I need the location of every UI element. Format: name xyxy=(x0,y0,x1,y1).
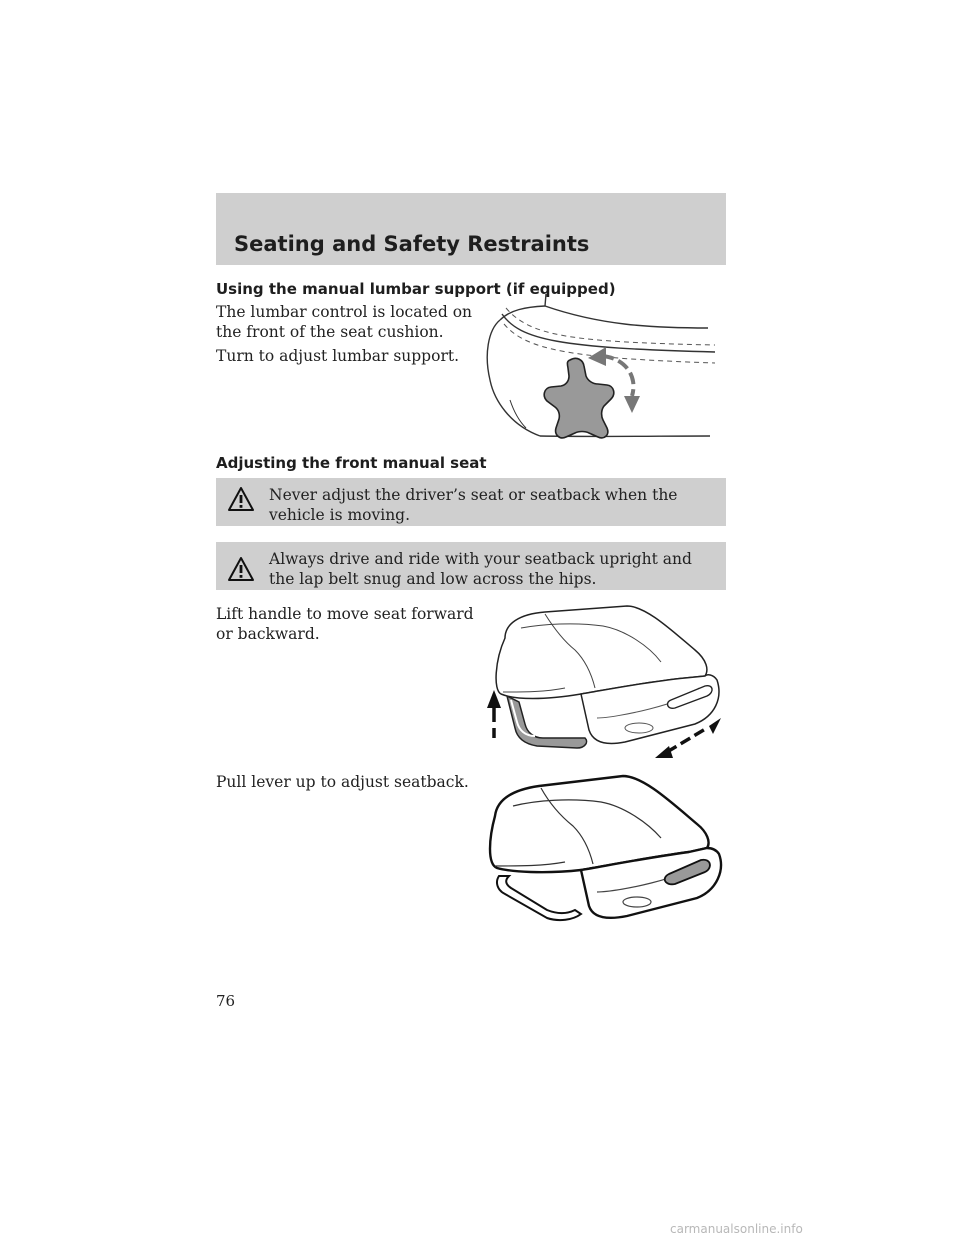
handle-instruction: Lift handle to move seat forward or backward. xyxy=(216,605,474,643)
footer-watermark-link[interactable]: carmanualsonline.info xyxy=(670,1222,803,1236)
front-seat-heading: Adjusting the front manual seat xyxy=(216,454,487,472)
warning-text-1: Never adjust the driver’s seat or seatback when the vehicle is moving. xyxy=(269,486,678,524)
lever-instruction: Pull lever up to adjust seatback. xyxy=(216,773,469,791)
lumbar-paragraph-2: Turn to adjust lumbar support. xyxy=(216,347,460,365)
page-number: 76 xyxy=(216,992,236,1010)
seat-lever-illustration xyxy=(485,772,725,922)
lumbar-paragraph-1: The lumbar control is located on the front of the seat cushion. xyxy=(216,303,473,341)
warning-triangle-icon xyxy=(227,486,255,512)
warning-triangle-icon xyxy=(227,556,255,582)
section-title: Seating and Safety Restraints xyxy=(234,232,590,256)
lumbar-knob-illustration xyxy=(480,300,725,445)
lumbar-knob-icon xyxy=(544,358,614,437)
warning-box-1 xyxy=(216,478,726,526)
warning-text-2: Always drive and ride with your seatback upright and the lap belt snug and low across the hips. xyxy=(269,550,692,588)
lumbar-heading: Using the manual lumbar support (if equipped) xyxy=(216,280,616,298)
warning-box-2 xyxy=(216,542,726,590)
seat-handle-illustration xyxy=(485,600,725,760)
